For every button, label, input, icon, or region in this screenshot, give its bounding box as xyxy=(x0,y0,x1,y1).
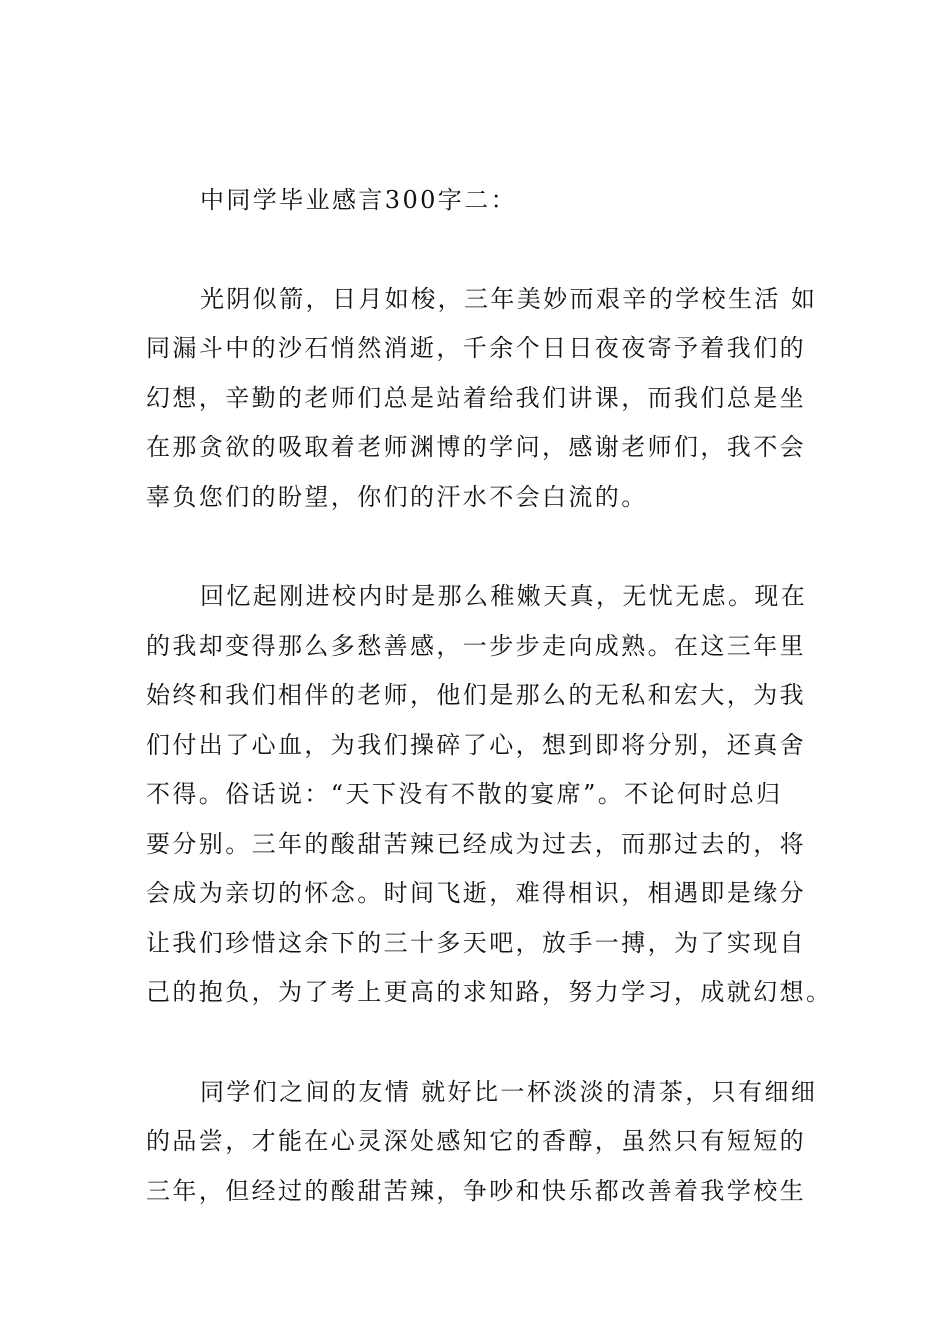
paragraph-line: 同漏斗中的沙石悄然消逝，千余个日日夜夜寄予着我们的 xyxy=(146,334,806,362)
paragraph-line: 不得。俗话说：“天下没有不散的宴席”。不论何时总归 xyxy=(146,780,783,808)
paragraph-line: 己的抱负，为了考上更高的求知路，努力学习，成就幻想。 xyxy=(146,978,833,1006)
paragraph-line: 让我们珍惜这余下的三十多天吧，放手一搏，为了实现自 xyxy=(146,928,806,957)
paragraph-line: 的我却变得那么多愁善感，一步步走向成熟。在这三年里 xyxy=(146,631,806,660)
paragraph-1 xyxy=(146,275,818,523)
paragraph-line: 三年，但经过的酸甜苦辣，争吵和快乐都改善着我学校生 xyxy=(146,1176,806,1205)
paragraph-line: 回忆起刚进校内时是那么稚嫩天真，无忧无虑。现在 xyxy=(200,582,808,610)
paragraph-line: 会成为亲切的怀念。时间飞逝，难得相识，相遇即是缘分 xyxy=(146,879,806,907)
paragraph-line: 的品尝，才能在心灵深处感知它的香醇，虽然只有短短的 xyxy=(146,1127,806,1155)
paragraph-line: 幻想，辛勤的老师们总是站着给我们讲课，而我们总是坐 xyxy=(146,383,806,412)
document-body xyxy=(146,176,833,1266)
paragraph-line: 辜负您们的盼望，你们的汗水不会白流的。 xyxy=(146,482,648,511)
document-heading: 中同学毕业感言300字二： xyxy=(200,186,518,214)
paragraph-line: 在那贪欲的吸取着老师渊博的学问，感谢老师们，我不会 xyxy=(146,433,806,461)
paragraph-line: 同学们之间的友情 就好比一杯淡淡的清茶，只有细细 xyxy=(200,1077,818,1106)
paragraph-line: 光阴似箭，日月如梭，三年美妙而艰辛的学校生活 如 xyxy=(200,284,818,313)
paragraph-line: 们付出了心血，为我们操碎了心，想到即将分别，还真舍 xyxy=(146,730,806,759)
paragraph-3 xyxy=(146,1068,818,1217)
paragraph-2 xyxy=(146,572,833,1018)
paragraph-line: 要分别。三年的酸甜苦辣已经成为过去，而那过去的，将 xyxy=(146,829,806,858)
paragraph-line: 始终和我们相伴的老师，他们是那么的无私和宏大，为我 xyxy=(146,681,806,709)
